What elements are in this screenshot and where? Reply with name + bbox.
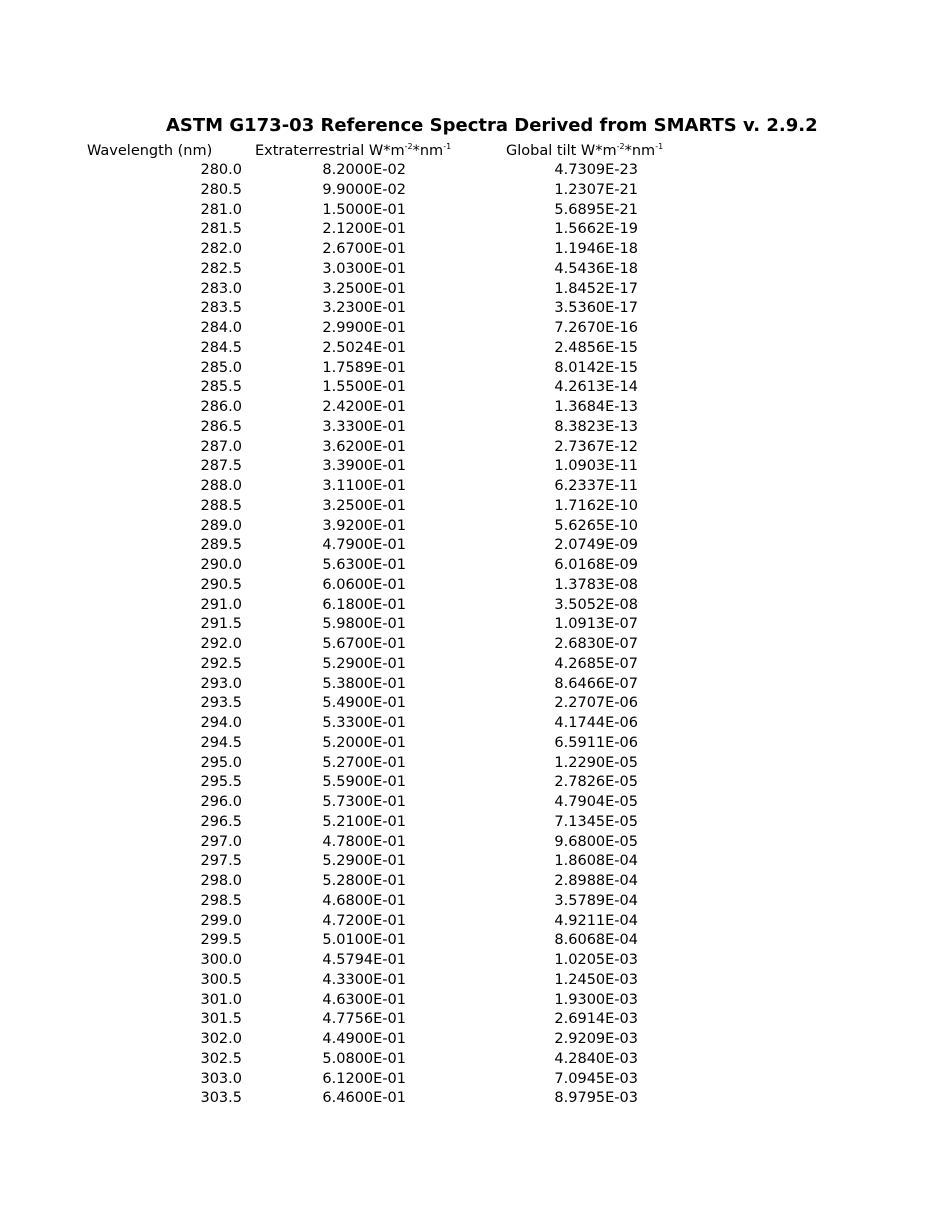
cell-global-tilt: 2.7826E-05	[554, 774, 638, 791]
table-row	[0, 181, 950, 201]
cell-global-tilt: 6.5911E-06	[554, 734, 638, 751]
header-extraterrestrial-exponent-1: -2	[404, 142, 413, 151]
table-row	[0, 773, 950, 793]
cell-wavelength: 302.0	[200, 1031, 242, 1047]
table-row	[0, 536, 950, 556]
table-row	[0, 319, 950, 339]
cell-wavelength: 285.5	[200, 379, 242, 396]
cell-extraterrestrial: 4.7900E-01	[322, 537, 406, 554]
cell-extraterrestrial: 2.1200E-01	[322, 221, 406, 238]
cell-global-tilt: 7.1345E-05	[554, 813, 638, 830]
cell-extraterrestrial: 5.4900E-01	[322, 695, 406, 712]
table-row	[0, 655, 950, 675]
cell-global-tilt: 9.6800E-05	[554, 833, 638, 850]
cell-extraterrestrial: 2.9900E-01	[322, 320, 406, 336]
cell-wavelength: 293.0	[200, 675, 242, 692]
cell-global-tilt: 3.5052E-08	[554, 596, 638, 613]
cell-global-tilt: 1.8608E-04	[554, 853, 638, 870]
cell-wavelength: 288.0	[200, 478, 242, 494]
cell-extraterrestrial: 5.2100E-01	[322, 813, 406, 830]
cell-global-tilt: 4.2613E-14	[554, 379, 638, 396]
cell-global-tilt: 1.2307E-21	[554, 181, 638, 198]
table-row	[0, 892, 950, 912]
table-row	[0, 694, 950, 714]
table-row	[0, 418, 950, 438]
cell-extraterrestrial: 4.4900E-01	[322, 1031, 406, 1047]
cell-wavelength: 296.0	[200, 794, 242, 810]
table-row	[0, 734, 950, 754]
table-row	[0, 220, 950, 240]
cell-extraterrestrial: 6.4600E-01	[322, 1090, 406, 1107]
cell-global-tilt: 1.7162E-10	[554, 497, 638, 514]
cell-global-tilt: 4.7904E-05	[554, 794, 638, 810]
cell-extraterrestrial: 3.2500E-01	[322, 280, 406, 297]
cell-global-tilt: 1.0205E-03	[554, 952, 638, 968]
cell-extraterrestrial: 5.6300E-01	[322, 557, 406, 573]
cell-wavelength: 299.0	[200, 912, 242, 929]
table-row	[0, 714, 950, 734]
cell-wavelength: 291.0	[200, 596, 242, 613]
cell-global-tilt: 4.2840E-03	[554, 1050, 638, 1067]
table-row	[0, 971, 950, 991]
cell-wavelength: 281.5	[200, 221, 242, 238]
cell-extraterrestrial: 3.0300E-01	[322, 260, 406, 277]
table-row	[0, 576, 950, 596]
cell-extraterrestrial: 4.5794E-01	[322, 952, 406, 968]
table-row	[0, 299, 950, 319]
cell-extraterrestrial: 5.2900E-01	[322, 853, 406, 870]
table-row	[0, 615, 950, 635]
cell-extraterrestrial: 1.5000E-01	[322, 201, 406, 218]
header-wavelength: Wavelength (nm)	[87, 143, 213, 159]
cell-extraterrestrial: 4.6300E-01	[322, 991, 406, 1008]
header-extraterrestrial-prefix: Extraterrestrial W*m	[255, 143, 405, 159]
cell-extraterrestrial: 4.3300E-01	[322, 971, 406, 988]
cell-wavelength: 288.5	[200, 497, 242, 514]
cell-global-tilt: 2.7367E-12	[554, 438, 638, 455]
table-row	[0, 833, 950, 853]
cell-extraterrestrial: 4.7200E-01	[322, 912, 406, 929]
cell-global-tilt: 2.4856E-15	[554, 339, 638, 356]
table-row	[0, 556, 950, 576]
cell-global-tilt: 4.1744E-06	[554, 715, 638, 731]
cell-wavelength: 299.5	[200, 932, 242, 949]
cell-extraterrestrial: 5.2800E-01	[322, 873, 406, 889]
cell-wavelength: 292.0	[200, 636, 242, 652]
cell-wavelength: 298.0	[200, 873, 242, 889]
cell-extraterrestrial: 5.3800E-01	[322, 675, 406, 692]
cell-global-tilt: 6.0168E-09	[554, 557, 638, 573]
cell-extraterrestrial: 5.6700E-01	[322, 636, 406, 652]
cell-extraterrestrial: 9.9000E-02	[322, 181, 406, 198]
cell-global-tilt: 7.0945E-03	[554, 1070, 638, 1087]
cell-extraterrestrial: 3.6200E-01	[322, 438, 406, 455]
cell-extraterrestrial: 4.6800E-01	[322, 892, 406, 909]
cell-extraterrestrial: 6.1800E-01	[322, 596, 406, 613]
cell-global-tilt: 2.8988E-04	[554, 873, 638, 889]
cell-extraterrestrial: 3.3900E-01	[322, 458, 406, 475]
cell-global-tilt: 2.0749E-09	[554, 537, 638, 554]
table-row	[0, 1070, 950, 1090]
cell-wavelength: 287.5	[200, 458, 242, 475]
header-global-exponent-2: -1	[655, 142, 664, 151]
cell-wavelength: 285.0	[200, 359, 242, 376]
cell-global-tilt: 1.5662E-19	[554, 221, 638, 238]
cell-wavelength: 281.0	[200, 201, 242, 218]
cell-global-tilt: 7.2670E-16	[554, 320, 638, 336]
header-global-tilt	[506, 142, 663, 161]
cell-extraterrestrial: 3.2300E-01	[322, 300, 406, 317]
cell-extraterrestrial: 8.2000E-02	[322, 162, 406, 178]
cell-wavelength: 289.0	[200, 517, 242, 534]
table-row	[0, 991, 950, 1011]
cell-wavelength: 291.5	[200, 616, 242, 633]
cell-extraterrestrial: 6.1200E-01	[322, 1070, 406, 1087]
cell-wavelength: 283.5	[200, 300, 242, 317]
cell-wavelength: 280.5	[200, 181, 242, 198]
header-global-exponent-1: -2	[616, 142, 625, 151]
table-row	[0, 931, 950, 951]
header-extraterrestrial	[255, 142, 451, 161]
cell-extraterrestrial: 1.5500E-01	[322, 379, 406, 396]
cell-wavelength: 282.5	[200, 260, 242, 277]
cell-wavelength: 302.5	[200, 1050, 242, 1067]
cell-global-tilt: 8.9795E-03	[554, 1090, 638, 1107]
table-row	[0, 280, 950, 300]
cell-global-tilt: 4.5436E-18	[554, 260, 638, 277]
table-row	[0, 635, 950, 655]
cell-global-tilt: 1.1946E-18	[554, 241, 638, 257]
cell-extraterrestrial: 3.9200E-01	[322, 517, 406, 534]
cell-global-tilt: 1.8452E-17	[554, 280, 638, 297]
cell-global-tilt: 8.0142E-15	[554, 359, 638, 376]
cell-extraterrestrial: 5.0800E-01	[322, 1050, 406, 1067]
cell-wavelength: 287.0	[200, 438, 242, 455]
cell-wavelength: 296.5	[200, 813, 242, 830]
table-row	[0, 813, 950, 833]
cell-global-tilt: 8.6466E-07	[554, 675, 638, 692]
header-global-prefix: Global tilt W*m	[506, 143, 617, 159]
cell-wavelength: 294.0	[200, 715, 242, 731]
table-row	[0, 398, 950, 418]
cell-wavelength: 294.5	[200, 734, 242, 751]
cell-wavelength: 300.5	[200, 971, 242, 988]
cell-global-tilt: 8.6068E-04	[554, 932, 638, 949]
cell-extraterrestrial: 3.2500E-01	[322, 497, 406, 514]
cell-extraterrestrial: 5.0100E-01	[322, 932, 406, 949]
header-global-mid: *nm	[624, 143, 656, 159]
table-row	[0, 793, 950, 813]
table-row	[0, 201, 950, 221]
table-row	[0, 378, 950, 398]
cell-global-tilt: 3.5789E-04	[554, 892, 638, 909]
cell-wavelength: 292.5	[200, 655, 242, 672]
cell-extraterrestrial: 2.4200E-01	[322, 399, 406, 415]
table-row	[0, 951, 950, 971]
cell-global-tilt: 3.5360E-17	[554, 300, 638, 317]
cell-wavelength: 290.5	[200, 576, 242, 593]
cell-wavelength: 293.5	[200, 695, 242, 712]
table-row	[0, 872, 950, 892]
cell-wavelength: 284.5	[200, 339, 242, 356]
cell-extraterrestrial: 5.2900E-01	[322, 655, 406, 672]
table-row	[0, 497, 950, 517]
table-row	[0, 260, 950, 280]
cell-extraterrestrial: 5.2700E-01	[322, 754, 406, 771]
table-row	[0, 240, 950, 260]
table-row	[0, 517, 950, 537]
table-row	[0, 1050, 950, 1070]
table-row	[0, 596, 950, 616]
table-row	[0, 438, 950, 458]
cell-wavelength: 282.0	[200, 241, 242, 257]
cell-global-tilt: 5.6895E-21	[554, 201, 638, 218]
cell-global-tilt: 4.9211E-04	[554, 912, 638, 929]
cell-wavelength: 283.0	[200, 280, 242, 297]
table-row	[0, 912, 950, 932]
table-row	[0, 852, 950, 872]
cell-global-tilt: 5.6265E-10	[554, 517, 638, 534]
cell-global-tilt: 1.2290E-05	[554, 754, 638, 771]
cell-extraterrestrial: 6.0600E-01	[322, 576, 406, 593]
page-title: ASTM G173-03 Reference Spectra Derived from SMARTS v. 2.9.2	[166, 115, 818, 136]
cell-global-tilt: 1.3783E-08	[554, 576, 638, 593]
cell-wavelength: 298.5	[200, 892, 242, 909]
table-row	[0, 1030, 950, 1050]
cell-extraterrestrial: 4.7800E-01	[322, 833, 406, 850]
cell-wavelength: 284.0	[200, 320, 242, 336]
header-extraterrestrial-exponent-2: -1	[443, 142, 452, 151]
cell-global-tilt: 1.0903E-11	[554, 458, 638, 475]
header-extraterrestrial-mid: *nm	[412, 143, 444, 159]
cell-global-tilt: 4.2685E-07	[554, 655, 638, 672]
cell-wavelength: 303.5	[200, 1090, 242, 1107]
cell-wavelength: 286.0	[200, 399, 242, 415]
cell-global-tilt: 2.2707E-06	[554, 695, 638, 712]
cell-global-tilt: 2.6830E-07	[554, 636, 638, 652]
table-row	[0, 359, 950, 379]
table-row	[0, 1089, 950, 1109]
cell-global-tilt: 2.9209E-03	[554, 1031, 638, 1047]
table-row	[0, 754, 950, 774]
cell-wavelength: 303.0	[200, 1070, 242, 1087]
cell-wavelength: 295.0	[200, 754, 242, 771]
cell-wavelength: 301.0	[200, 991, 242, 1008]
cell-extraterrestrial: 2.5024E-01	[322, 339, 406, 356]
cell-global-tilt: 1.9300E-03	[554, 991, 638, 1008]
cell-extraterrestrial: 5.9800E-01	[322, 616, 406, 633]
cell-global-tilt: 1.2450E-03	[554, 971, 638, 988]
table-row	[0, 457, 950, 477]
cell-wavelength: 301.5	[200, 1011, 242, 1028]
table-row	[0, 1010, 950, 1030]
spectra-table	[0, 161, 950, 1109]
table-row	[0, 161, 950, 181]
cell-global-tilt: 2.6914E-03	[554, 1011, 638, 1028]
cell-global-tilt: 6.2337E-11	[554, 478, 638, 494]
cell-wavelength: 290.0	[200, 557, 242, 573]
cell-extraterrestrial: 2.6700E-01	[322, 241, 406, 257]
cell-global-tilt: 1.0913E-07	[554, 616, 638, 633]
cell-extraterrestrial: 5.5900E-01	[322, 774, 406, 791]
cell-global-tilt: 4.7309E-23	[554, 162, 638, 178]
cell-global-tilt: 8.3823E-13	[554, 418, 638, 435]
cell-extraterrestrial: 5.2000E-01	[322, 734, 406, 751]
cell-wavelength: 300.0	[200, 952, 242, 968]
cell-wavelength: 280.0	[200, 162, 242, 178]
cell-wavelength: 286.5	[200, 418, 242, 435]
cell-extraterrestrial: 1.7589E-01	[322, 359, 406, 376]
cell-wavelength: 297.0	[200, 833, 242, 850]
cell-wavelength: 289.5	[200, 537, 242, 554]
table-row	[0, 675, 950, 695]
cell-global-tilt: 1.3684E-13	[554, 399, 638, 415]
cell-extraterrestrial: 5.3300E-01	[322, 715, 406, 731]
table-row	[0, 339, 950, 359]
cell-extraterrestrial: 5.7300E-01	[322, 794, 406, 810]
cell-extraterrestrial: 3.1100E-01	[322, 478, 406, 494]
cell-wavelength: 295.5	[200, 774, 242, 791]
table-row	[0, 477, 950, 497]
cell-extraterrestrial: 3.3300E-01	[322, 418, 406, 435]
cell-wavelength: 297.5	[200, 853, 242, 870]
cell-extraterrestrial: 4.7756E-01	[322, 1011, 406, 1028]
